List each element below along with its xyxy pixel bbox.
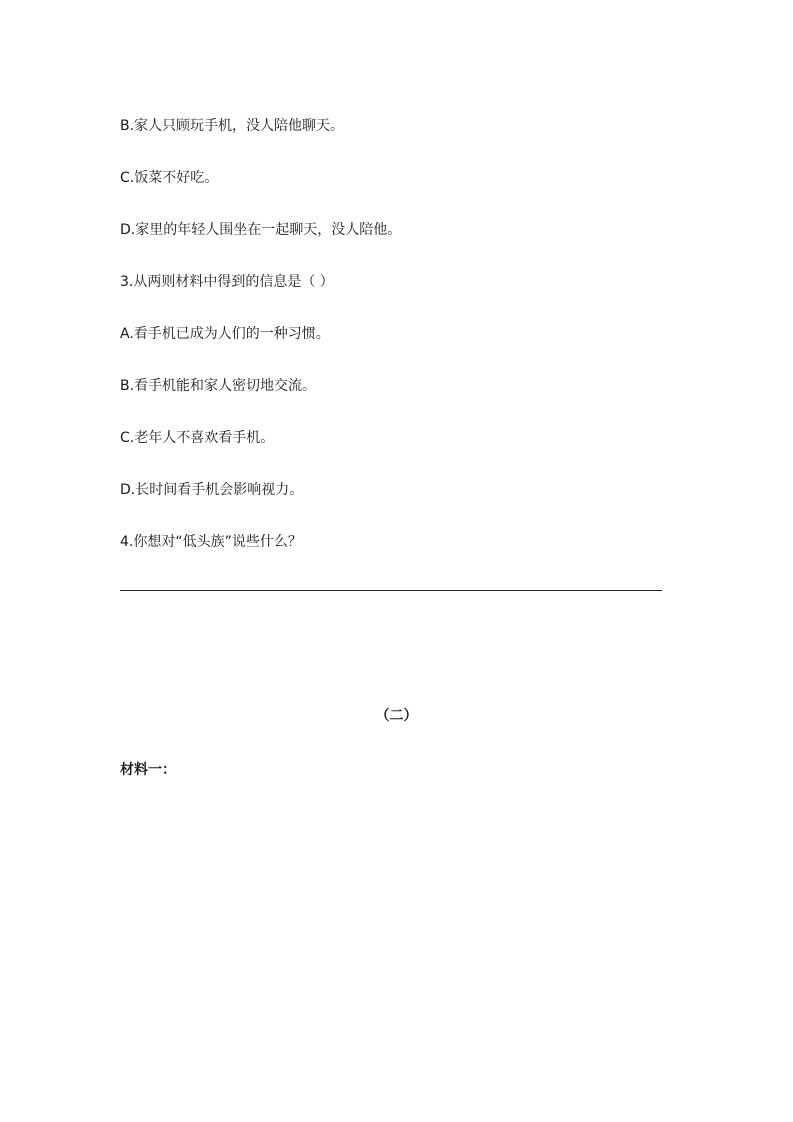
question-3-option-a: A.看手机已成为人们的一种习惯。 xyxy=(120,326,330,342)
question-3-option-c: C.老年人不喜欢看手机。 xyxy=(120,430,275,446)
section-title: （二） xyxy=(375,708,418,724)
question-3-option-b: B.看手机能和家人密切地交流。 xyxy=(120,378,317,394)
question-2-option-b: B.家人只顾玩手机，没人陪他聊天。 xyxy=(120,118,345,134)
question-3-text: 3.从两则材料中得到的信息是（ ） xyxy=(120,274,334,290)
answer-blank-line[interactable] xyxy=(120,590,662,591)
question-4-text: 4.你想对“低头族”说些什么？ xyxy=(120,534,302,550)
question-2-option-c: C.饭菜不好吃。 xyxy=(120,170,219,186)
question-3-option-d: D.长时间看手机会影响视力。 xyxy=(120,482,304,498)
question-2-option-d: D.家里的年轻人围坐在一起聊天，没人陪他。 xyxy=(120,222,402,238)
material-one-label: 材料一： xyxy=(120,762,176,778)
